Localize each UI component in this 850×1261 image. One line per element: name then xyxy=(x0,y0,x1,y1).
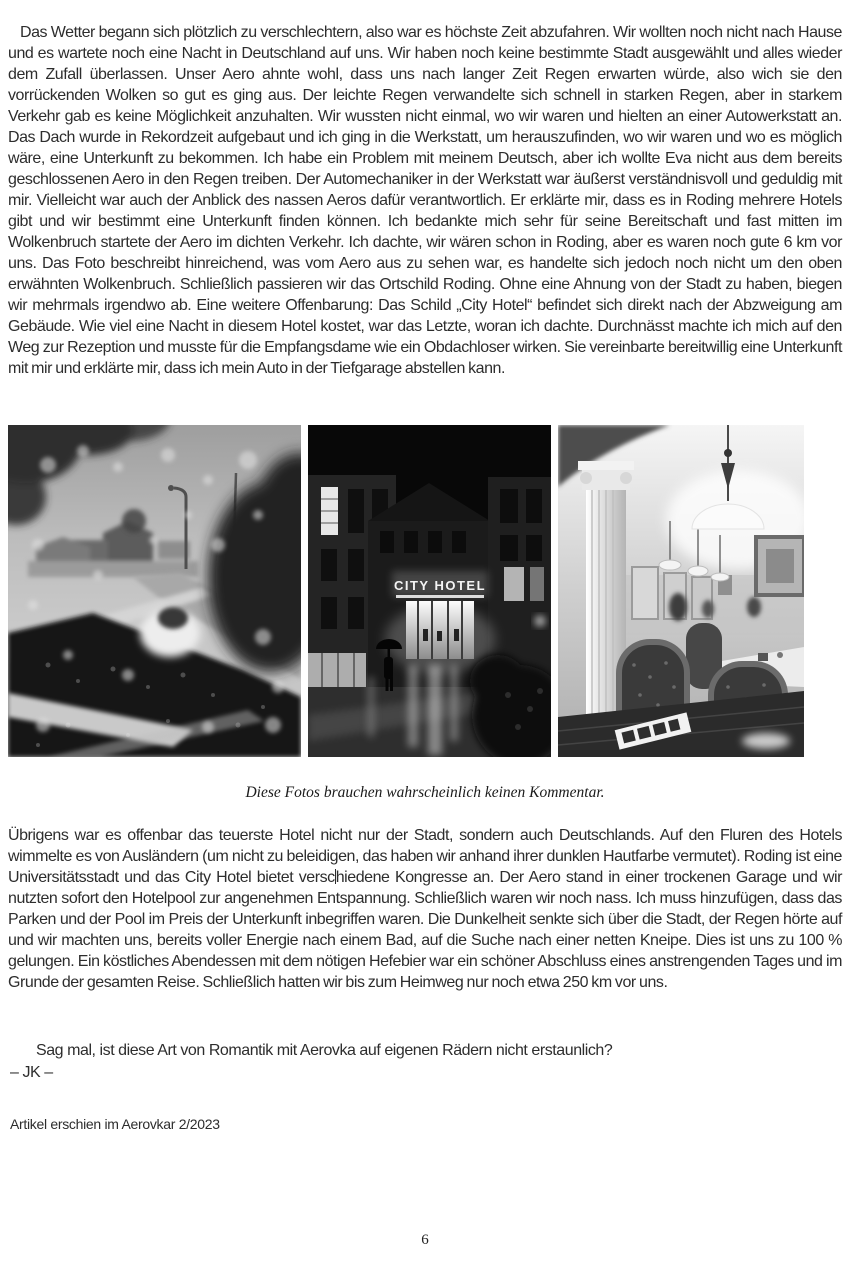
paragraph-2-text-before-cursor: Übrigens war es offenbar das teuerste Hotel nicht nur der Stadt, sondern auch Deutschlands. Auf den Fluren des Hotels wimmelte es von Ausländern (um nicht zu beleidigen, das haben wir anhand ihrer dunklen Hautfarbe vermutet). Roding ist eine Universitätsstadt und das City Hotel bietet versc xyxy=(8,827,842,886)
author-signature: – JK – xyxy=(10,1064,53,1081)
paragraph-2 xyxy=(8,825,842,993)
paragraph-2-text-after-cursor: hiedene Kongresse an. Der Aero stand in einer trockenen Garage und wir nutzten sofort den Hotelpool zur angenehmen Entspannung. Schließlich waren wir noch nass. Ich muss hinzufügen, dass das Parken und der Pool im Preis der Unterkunft inbegriffen waren. Die Dunkelheit senkte sich über die Stadt, der Regen hörte auf und wir machten uns, bereits voller Energie nach einem Bad, auf die Suche nach einer netten Kneipe. Dies ist uns zu 100 % gelungen. Ein köstliches Abendessen mit dem nötigen Hefebier war ein schöner Abschluss eines anstrengenden Tages und im Grunde der gesamten Reise. Schließlich hatten wir bis zum Heimweg nur noch etwa 250 km vor uns. xyxy=(8,869,842,991)
photo-restaurant-interior xyxy=(558,425,804,757)
rain-windshield-image xyxy=(8,425,301,757)
city-hotel-sign-text: CITY HOTEL xyxy=(393,578,487,593)
page-number: 6 xyxy=(421,1232,429,1248)
restaurant-interior-image xyxy=(558,425,804,757)
paragraph-1: Das Wetter begann sich plötzlich zu verschlechtern, also war es höchste Zeit abzufahren. Wir wollten noch nicht nach Hause und es wartete noch eine Nacht in Deutschland auf uns. Wir haben noch keine bestimmte Stadt ausgewählt und alles wieder dem Zufall überlassen. Unser Aero ahnte wohl, dass uns nach langer Zeit Regen erwarten würde, also wich sie den vorrückenden Wolken so gut es ging aus. Der leichte Regen verwandelte sich schnell in starken Regen, aber in starkem Verkehr gab es keine Möglichkeit anzuhalten. Wir wussten nicht einmal, wo wir waren und hielten an einer Autowerkstatt an. Das Dach wurde in Rekordzeit aufgebaut und ich ging in die Werkstatt, um herauszufinden, wo wir waren und wo es möglich wäre, eine Unterkunft zu bekommen. Ich habe ein Problem mit meinem Deutsch, aber ich wollte Eva nicht aus dem bereits geschlossenen Aero in den Regen treiben. Der Automechaniker in der Werkstatt war äußerst verständnisvoll und geduldig mit mir. Vielleicht war auch der Anblick des nassen Aeros dafür verantwortlich. Er erklärte mir, dass es in Roding mehrere Hotels gibt und wir bestimmt eine Unterkunft finden können. Ich bedankte mich sehr für seine Bereitschaft und fast mitten im Wolkenbruch startete der Aero im dichten Verkehr. Ich dachte, wir wären schon in Roding, aber es waren noch gute 6 km vor uns. Das Foto beschreibt hinreichend, was vom Aero aus zu sehen war, es handelte sich jedoch noch nicht um den oben erwähnten Wolkenbruch. Schließlich passieren wir das Ortschild Roding. Ohne eine Ahnung von der Stadt zu haben, biegen wir mehrmals irgendwo ab. Eine weitere Offenbarung: Das Schild „City Hotel“ befindet sich direkt nach der Abzweigung am Gebäude. Wie viel eine Nacht in diesem Hotel kostet, war das Letzte, woran ich dachte. Durchnässt machte ich mich auf den Weg zur Rezeption und musste für die Empfangsdame wie ein Obdachloser wirken. Sie vereinbarte bereitwillig eine Unterkunft mit mir und erklärte mir, dass ich mein Auto in der Tiefgarage abstellen kann. xyxy=(8,24,842,377)
photo-rain-windshield xyxy=(8,425,301,757)
closing-question: Sag mal, ist diese Art von Romantik mit Aerovka auf eigenen Rädern nicht erstaunlich? xyxy=(36,1042,613,1059)
photo-strip xyxy=(8,425,803,757)
photo-caption: Diese Fotos brauchen wahrscheinlich keinen Kommentar. xyxy=(245,784,605,801)
photo-city-hotel-night xyxy=(308,425,551,757)
city-hotel-night-image xyxy=(308,425,551,757)
source-note: Artikel erschien im Aerovkar 2/2023 xyxy=(10,1116,220,1132)
